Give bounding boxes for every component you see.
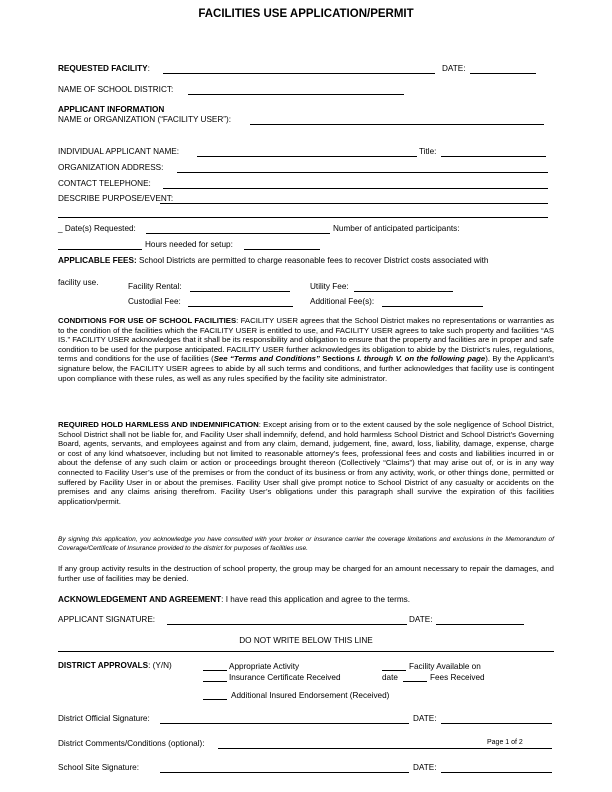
indemnification-heading: REQUIRED HOLD HARMLESS AND INDEMNIFICATION <box>58 420 259 429</box>
official-signature-label: District Official Signature: <box>58 714 150 723</box>
indemnification-paragraph <box>58 420 554 506</box>
date-label: DATE: <box>442 64 466 73</box>
individual-applicant-input[interactable] <box>197 156 417 157</box>
date-input[interactable] <box>470 73 536 74</box>
facility-rental-label: Facility Rental: <box>128 282 182 291</box>
purpose-input-line-2[interactable] <box>58 217 548 218</box>
comments-input[interactable] <box>218 748 552 749</box>
fees-received-label: Fees Received <box>430 673 485 682</box>
additional-fees-label: Additional Fee(s): <box>310 297 375 306</box>
contact-telephone-label: CONTACT TELEPHONE: <box>58 179 151 188</box>
conditions-see: See “Terms and Conditions” <box>213 354 320 364</box>
fees-text-2: facility use. <box>58 278 99 287</box>
additional-insured-label: Additional Insured Endorsement (Received) <box>231 691 390 700</box>
divider-line <box>58 651 554 652</box>
conditions-paragraph <box>58 316 554 383</box>
additional-fees-input[interactable] <box>382 306 483 307</box>
district-approvals-line <box>58 661 172 671</box>
indemnification-body: : Except arising from or to the extent caused by the sole negligence of School District, School District shall not be liable for, and Facility User shall indemnify, defend, and hold harmless School District and School District’s Governing Board, agents, servants, and employees against and from any claim, demand, judgement, fine, award, loss, liability, damage, expense, charge or cost of any kind whatsoever, including but not limited to reasonable attorney’s fees, professional fees and costs and liabilities incurred in or about the defense of any such claim or action or proceedings brought thereon (Collectively “Claims”) that may arise out of, or is in any way connected to Facility User’s use of the premises or from the conduct of its business or from any activity, work, or other things done, permitted or suffered by Facility User in or about the premises. Facility User shall give prompt notice to School District of any casualty or accidents on the premises and any claims arising therefrom. Facility User’s obligations under this paragraph shall survive the expiration of this facilities application/permit. <box>58 420 554 506</box>
applicant-signature-label: APPLICANT SIGNATURE: <box>58 615 156 624</box>
org-address-label: ORGANIZATION ADDRESS: <box>58 163 164 172</box>
acknowledgement-text: : I have read this application and agree to the terms. <box>221 595 411 604</box>
additional-insured-checkbox[interactable] <box>203 699 227 700</box>
conditions-body-1: : FACILITY USER agrees that the School District makes no representations or warranties as to the condition of the facilities which the FACILITY USER is entitled to use, and FACILITY USER agrees to take such property and facilities “AS IS.” FACILITY USER acknowledges that it shall be its responsibility and obligation to ensure that the property and facilities are in proper and safe condition to be used for the purpose anticipated. FACILITY USER further acknowledges its obligation to abide by the District’s rules, regulations, terms and conditions for the use of facilities ( <box>58 316 555 364</box>
requested-facility-colon: : <box>147 64 150 73</box>
district-approvals-yn: : (Y/N) <box>148 661 172 670</box>
requested-facility-input[interactable] <box>163 73 435 74</box>
dates-requested-label: _ Date(s) Requested: <box>58 224 136 233</box>
conditions-body-2: ). By the Applicant’s signature below, the FACILITY USER agrees to abide by all such terms and conditions, and further acknowledges that facility use is contingent upon compliance with these rules, as well as any rules specified by the facility site administrator. <box>58 354 555 383</box>
site-signature-input[interactable] <box>160 772 409 773</box>
facility-available-label: Facility Available on <box>409 662 481 671</box>
utility-fee-input[interactable] <box>354 291 453 292</box>
participants-label: Number of anticipated participants: <box>333 224 460 233</box>
destruction-note: If any group activity results in the destruction of school property, the group may be charged for an amount necessary to repair the damages, and further use of facilities may be denied. <box>58 564 554 583</box>
appropriate-activity-checkbox[interactable] <box>203 670 227 671</box>
applicant-info-heading: APPLICANT INFORMATION <box>58 105 165 114</box>
org-address-input[interactable] <box>177 172 548 173</box>
applicant-date-input[interactable] <box>436 624 524 625</box>
utility-fee-label: Utility Fee: <box>310 282 349 291</box>
site-date-label: DATE: <box>413 763 437 772</box>
individual-applicant-label: INDIVIDUAL APPLICANT NAME: <box>58 147 180 156</box>
official-date-input[interactable] <box>441 723 552 724</box>
custodial-fee-label: Custodial Fee: <box>128 297 181 306</box>
do-not-write-notice: DO NOT WRITE BELOW THIS LINE <box>239 636 373 645</box>
conditions-sections-italic: I. through V. on the following page <box>357 354 486 364</box>
official-signature-input[interactable] <box>160 723 409 724</box>
org-name-label: NAME or ORGANIZATION (“FACILITY USER”): <box>58 115 232 124</box>
fees-line <box>58 256 488 266</box>
setup-hours-input-2[interactable] <box>244 249 320 250</box>
fees-heading: APPLICABLE FEES: <box>58 256 137 265</box>
org-name-input[interactable] <box>250 124 544 125</box>
purpose-input[interactable] <box>160 203 548 204</box>
acknowledgement-line <box>58 595 410 605</box>
insurance-certificate-label: Insurance Certificate Received <box>229 673 341 682</box>
purpose-label: DESCRIBE PURPOSE/EVENT: <box>58 194 174 203</box>
title-label: Title: <box>419 147 437 156</box>
requested-facility-label: REQUESTED FACILITY <box>58 64 148 73</box>
conditions-heading: CONDITIONS FOR USE OF SCHOOL FACILITIES <box>58 316 237 325</box>
broker-note: By signing this application, you acknowledge you have consulted with your broker or insurance carrier the coverage limitations and exclusions in the Memorandum of Coverage/Certificate of Insurance provided to the district for purposes of facilities use. <box>58 536 554 552</box>
acknowledgement-heading: ACKNOWLEDGEMENT AND AGREEMENT <box>58 595 222 604</box>
site-signature-label: School Site Signature: <box>58 763 140 772</box>
date-word-label: date <box>382 673 398 682</box>
facility-available-checkbox[interactable] <box>382 670 406 671</box>
school-district-input[interactable] <box>188 94 404 95</box>
conditions-sections: Sections <box>319 354 358 364</box>
facility-rental-input[interactable] <box>190 291 290 292</box>
school-district-label: NAME OF SCHOOL DISTRICT: <box>58 85 174 94</box>
page-number: Page 1 of 2 <box>487 739 523 746</box>
fees-text: School Districts are permitted to charge reasonable fees to recover District costs associated with <box>138 256 489 265</box>
district-approvals-heading: DISTRICT APPROVALS <box>58 661 149 670</box>
setup-hours-input[interactable] <box>58 249 142 250</box>
applicant-date-label: DATE: <box>409 615 433 624</box>
setup-hours-label: Hours needed for setup: <box>145 240 233 249</box>
insurance-certificate-checkbox[interactable] <box>203 681 227 682</box>
title-input[interactable] <box>441 156 546 157</box>
official-date-label: DATE: <box>413 714 437 723</box>
site-date-input[interactable] <box>441 772 552 773</box>
comments-label: District Comments/Conditions (optional): <box>58 739 205 748</box>
page-title: FACILITIES USE APPLICATION/PERMIT <box>198 8 414 20</box>
requested-facility-label-group <box>58 64 150 74</box>
appropriate-activity-label: Appropriate Activity <box>229 662 300 671</box>
dates-requested-input[interactable] <box>146 233 330 234</box>
contact-telephone-input[interactable] <box>163 188 548 189</box>
applicant-signature-input[interactable] <box>167 624 407 625</box>
custodial-fee-input[interactable] <box>188 306 293 307</box>
fees-received-checkbox[interactable] <box>403 681 427 682</box>
